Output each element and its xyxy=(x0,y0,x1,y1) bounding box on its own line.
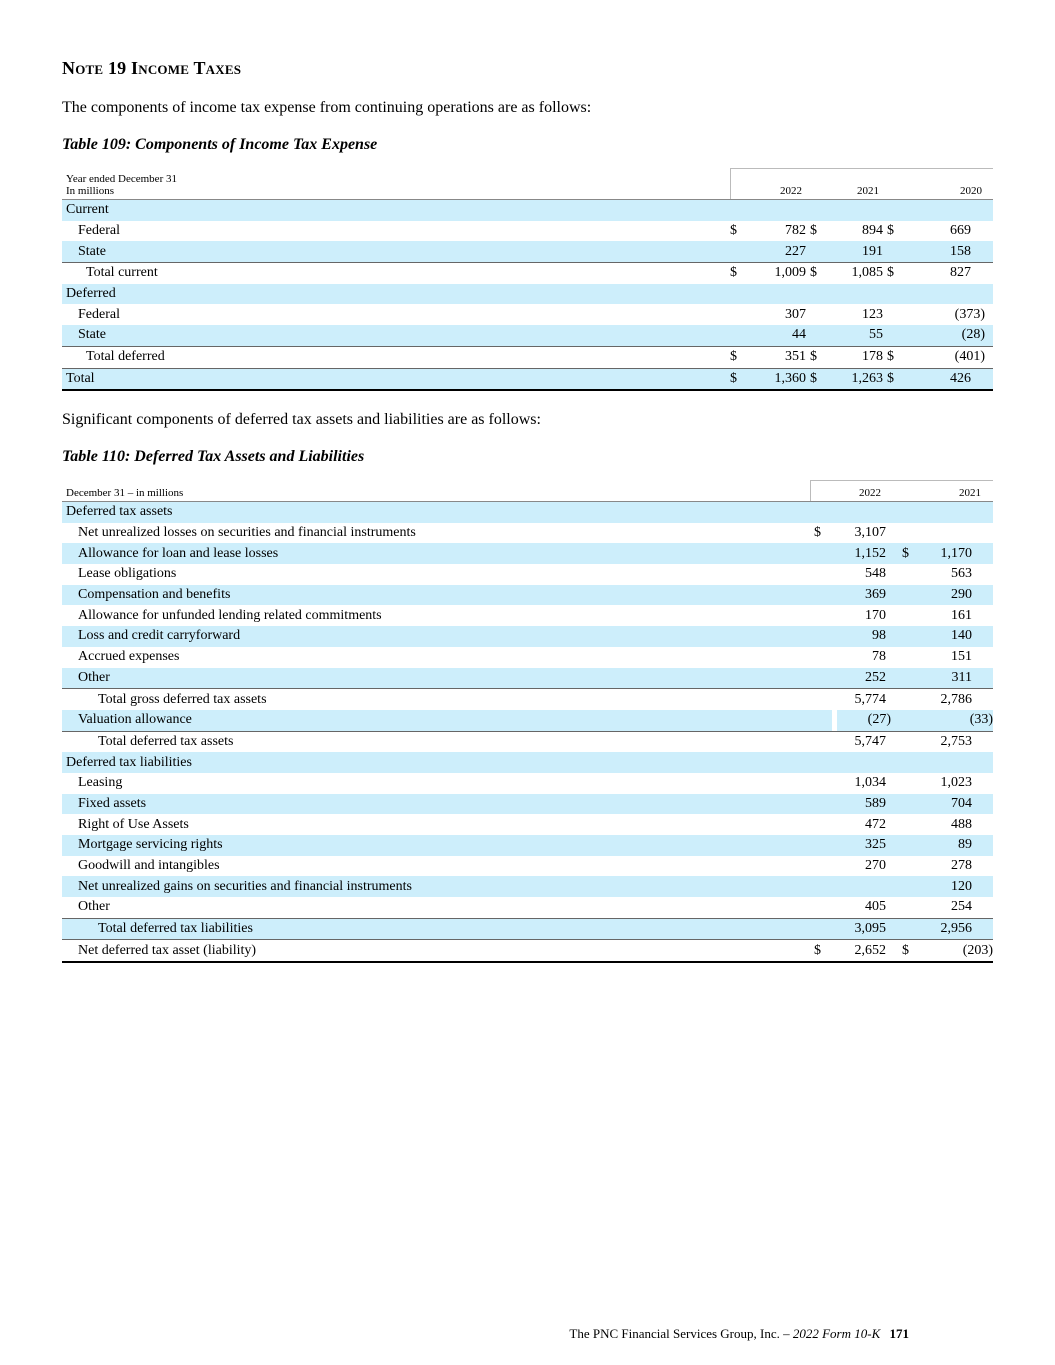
spacer xyxy=(730,325,748,346)
currency-sign: $ xyxy=(814,525,821,541)
spacer xyxy=(886,897,906,918)
spacer xyxy=(972,668,993,689)
table-row xyxy=(62,200,993,221)
table-header-row xyxy=(62,169,993,200)
cell-value: 44 xyxy=(748,325,806,346)
cell-value: 1,023 xyxy=(940,775,972,791)
currency-sign: $ xyxy=(730,368,748,390)
cell-value: 120 xyxy=(906,876,972,897)
spacer xyxy=(972,605,993,626)
cell-value: 1,360 xyxy=(748,368,806,390)
table-110-caption: Table 110: Deferred Tax Assets and Liabilities xyxy=(62,448,365,465)
currency-sign: $ xyxy=(806,346,824,368)
cell-value: 1,152 xyxy=(832,543,886,564)
row-label: Lease obligations xyxy=(78,566,177,582)
cell-value: (401) xyxy=(901,346,993,368)
spacer xyxy=(886,605,906,626)
cell-value: 307 xyxy=(785,306,806,322)
cell-value: (203) xyxy=(906,940,993,962)
row-label: Allowance for loan and lease losses xyxy=(62,543,810,564)
spacer xyxy=(810,897,832,918)
cell-value: 488 xyxy=(951,816,972,832)
spacer xyxy=(886,523,906,544)
spacer xyxy=(810,918,832,940)
row-label: State xyxy=(62,241,730,262)
table-row xyxy=(62,221,993,242)
cell-value: 178 xyxy=(824,346,883,368)
year-2020: 2020 xyxy=(883,169,993,200)
section-current: Current xyxy=(62,200,993,221)
table-110 xyxy=(62,480,993,963)
table-row xyxy=(62,368,993,390)
year-2021: 2021 xyxy=(806,169,883,200)
spacer xyxy=(810,605,832,626)
spacer xyxy=(810,564,832,585)
cell-value: 2,956 xyxy=(906,918,972,940)
spacer xyxy=(806,241,824,262)
spacer xyxy=(972,585,993,606)
spacer xyxy=(806,304,824,325)
currency-sign: $ xyxy=(730,263,748,284)
cell-value: 151 xyxy=(951,649,972,665)
table-row xyxy=(62,284,993,305)
spacer xyxy=(972,897,993,918)
spacer xyxy=(810,814,832,835)
section-deferred: Deferred xyxy=(62,284,993,305)
row-label: Federal xyxy=(78,223,120,239)
table-row xyxy=(62,773,993,794)
spacer xyxy=(810,689,832,710)
spacer xyxy=(972,626,993,647)
cell-value: (373) xyxy=(954,306,985,322)
intro-paragraph-1: The components of income tax expense from continuing operations are as follows: xyxy=(62,99,592,116)
cell-value: 1,034 xyxy=(854,775,886,791)
spacer xyxy=(886,626,906,647)
cell-value: 191 xyxy=(824,241,883,262)
row-label: Total deferred tax liabilities xyxy=(62,918,810,940)
currency-sign: $ xyxy=(886,940,906,962)
table-109-caption: Table 109: Components of Income Tax Expense xyxy=(62,136,378,153)
footer-company: The PNC Financial Services Group, Inc. – xyxy=(569,1326,790,1341)
cell-value: 158 xyxy=(901,241,971,262)
spacer xyxy=(883,304,901,325)
header-label: December 31 – in millions xyxy=(62,481,810,502)
cell-value: 123 xyxy=(862,306,883,322)
spacer xyxy=(810,668,832,689)
row-label: Mortgage servicing rights xyxy=(62,835,810,856)
spacer xyxy=(972,918,993,940)
spacer xyxy=(971,221,993,242)
table-row xyxy=(62,263,993,284)
spacer xyxy=(886,668,906,689)
cell-value: 140 xyxy=(906,626,972,647)
cell-value: (33) xyxy=(906,710,993,731)
spacer xyxy=(810,876,832,897)
spacer xyxy=(886,794,906,815)
page-footer xyxy=(569,1326,909,1342)
table-row xyxy=(62,876,993,897)
spacer xyxy=(810,856,832,877)
table-row xyxy=(62,241,993,262)
spacer xyxy=(883,241,901,262)
spacer xyxy=(886,689,906,710)
cell-value: 170 xyxy=(865,607,886,623)
cell-value: 669 xyxy=(950,223,971,239)
spacer xyxy=(810,647,832,668)
row-label: Total xyxy=(62,368,730,390)
cell-value: 227 xyxy=(748,241,806,262)
row-label: Fixed assets xyxy=(62,794,810,815)
table-row xyxy=(62,605,993,626)
table-row xyxy=(62,752,993,773)
spacer xyxy=(883,325,901,346)
cell-value: 98 xyxy=(832,626,886,647)
row-label: Total deferred tax assets xyxy=(62,731,810,752)
spacer xyxy=(972,523,993,544)
cell-value: 270 xyxy=(865,858,886,874)
table-row xyxy=(62,940,993,962)
year-2022: 2022 xyxy=(810,481,886,502)
cell-value: 290 xyxy=(906,585,972,606)
cell-value: 782 xyxy=(785,223,806,239)
row-label: Total gross deferred tax assets xyxy=(62,689,810,710)
row-label: Compensation and benefits xyxy=(62,585,810,606)
spacer xyxy=(972,689,993,710)
currency-sign: $ xyxy=(886,543,906,564)
cell-value: 405 xyxy=(865,899,886,915)
spacer xyxy=(810,835,832,856)
header-line-1: Year ended December 31 xyxy=(66,173,177,185)
table-row xyxy=(62,710,993,731)
cell-value: 78 xyxy=(872,649,886,665)
spacer xyxy=(971,241,993,262)
cell-value xyxy=(832,876,886,897)
spacer xyxy=(972,647,993,668)
table-109 xyxy=(62,168,993,391)
cell-value xyxy=(906,523,972,544)
currency-sign: $ xyxy=(883,368,901,390)
spacer xyxy=(972,543,993,564)
row-label: Right of Use Assets xyxy=(78,816,189,832)
spacer xyxy=(730,241,748,262)
spacer xyxy=(730,304,748,325)
cell-value: 894 xyxy=(862,223,883,239)
table-row xyxy=(62,325,993,346)
cell-value: 254 xyxy=(951,899,972,915)
footer-form: 2022 Form 10-K xyxy=(792,1326,881,1341)
spacer xyxy=(810,543,832,564)
cell-value: 563 xyxy=(951,566,972,582)
cell-value: 89 xyxy=(906,835,972,856)
cell-value: 3,107 xyxy=(854,525,886,541)
row-label: Valuation allowance xyxy=(62,710,810,731)
spacer xyxy=(972,773,993,794)
cell-value: 589 xyxy=(832,794,886,815)
table-row xyxy=(62,346,993,368)
cell-value: 3,095 xyxy=(832,918,886,940)
row-label: Allowance for unfunded lending related commitments xyxy=(78,607,382,623)
row-label: Federal xyxy=(78,306,120,322)
row-label: Accrued expenses xyxy=(78,649,180,665)
row-label: Goodwill and intangibles xyxy=(78,858,220,874)
table-row xyxy=(62,626,993,647)
spacer xyxy=(886,876,906,897)
table-row xyxy=(62,794,993,815)
cell-value: 351 xyxy=(748,346,806,368)
cell-value: (28) xyxy=(901,325,993,346)
cell-value: 1,263 xyxy=(824,368,883,390)
cell-value: 55 xyxy=(824,325,883,346)
spacer xyxy=(972,835,993,856)
spacer xyxy=(886,647,906,668)
page-number: 171 xyxy=(889,1326,909,1341)
cell-value: 2,786 xyxy=(906,689,972,710)
cell-value: 1,009 xyxy=(748,263,806,284)
cell-value: 278 xyxy=(951,858,972,874)
section-heading: Deferred tax liabilities xyxy=(62,752,993,773)
currency-sign: $ xyxy=(806,368,824,390)
spacer xyxy=(810,794,832,815)
cell-value: 472 xyxy=(865,816,886,832)
row-label: Other xyxy=(62,668,810,689)
row-label: Loss and credit carryforward xyxy=(62,626,810,647)
spacer xyxy=(810,710,832,731)
spacer xyxy=(972,876,993,897)
year-2021: 2021 xyxy=(886,481,993,502)
currency-sign: $ xyxy=(730,346,748,368)
spacer xyxy=(972,731,993,752)
table-header-row xyxy=(62,481,993,502)
cell-value: 1,085 xyxy=(824,263,883,284)
cell-value: (27) xyxy=(837,710,891,731)
table-row xyxy=(62,814,993,835)
spacer xyxy=(886,731,906,752)
currency-sign: $ xyxy=(730,223,737,239)
cell-value: 161 xyxy=(951,607,972,623)
table-row xyxy=(62,668,993,689)
spacer xyxy=(810,731,832,752)
cell-value: 325 xyxy=(832,835,886,856)
header-label xyxy=(62,169,730,200)
cell-value: 369 xyxy=(832,585,886,606)
table-row xyxy=(62,304,993,325)
cell-value: 2,652 xyxy=(832,940,886,962)
table-row xyxy=(62,835,993,856)
table-row xyxy=(62,856,993,877)
table-row xyxy=(62,731,993,752)
table-row xyxy=(62,897,993,918)
cell-value: 252 xyxy=(832,668,886,689)
cell-value: 1,170 xyxy=(906,543,972,564)
section-heading: Deferred tax assets xyxy=(62,502,993,523)
table-row xyxy=(62,502,993,523)
row-label: Total deferred xyxy=(62,346,730,368)
spacer xyxy=(886,835,906,856)
spacer xyxy=(886,918,906,940)
currency-sign: $ xyxy=(883,346,901,368)
currency-sign: $ xyxy=(806,263,824,284)
cell-value: 311 xyxy=(906,668,972,689)
currency-sign: $ xyxy=(810,940,832,962)
spacer xyxy=(886,773,906,794)
cell-value: 5,774 xyxy=(832,689,886,710)
cell-value: 704 xyxy=(906,794,972,815)
cell-value: 827 xyxy=(901,263,971,284)
row-label: Net unrealized losses on securities and financial instruments xyxy=(78,525,416,541)
year-2022: 2022 xyxy=(730,169,806,200)
cell-value: 2,753 xyxy=(906,731,972,752)
table-row xyxy=(62,543,993,564)
spacer xyxy=(810,585,832,606)
spacer xyxy=(810,773,832,794)
row-label: Leasing xyxy=(78,775,123,791)
row-label: Total current xyxy=(62,263,730,284)
currency-sign: $ xyxy=(810,223,817,239)
cell-value: 5,747 xyxy=(832,731,886,752)
note-title: Note 19 Income Taxes xyxy=(62,58,242,78)
spacer xyxy=(810,626,832,647)
cell-value: 426 xyxy=(901,368,971,390)
intro-paragraph-2: Significant components of deferred tax assets and liabilities are as follows: xyxy=(62,411,541,428)
table-110-body xyxy=(62,502,993,963)
table-row xyxy=(62,689,993,710)
spacer xyxy=(971,263,993,284)
spacer xyxy=(972,814,993,835)
currency-sign: $ xyxy=(887,223,894,239)
cell-value: 548 xyxy=(865,566,886,582)
table-row xyxy=(62,564,993,585)
currency-sign: $ xyxy=(883,263,901,284)
table-row xyxy=(62,585,993,606)
row-label: State xyxy=(62,325,730,346)
spacer xyxy=(971,368,993,390)
spacer xyxy=(972,856,993,877)
header-line-2: In millions xyxy=(66,185,114,197)
spacer xyxy=(972,794,993,815)
spacer xyxy=(886,585,906,606)
row-label: Other xyxy=(78,899,110,915)
table-row xyxy=(62,647,993,668)
spacer xyxy=(972,564,993,585)
row-label: Net deferred tax asset (liability) xyxy=(62,940,810,962)
table-row xyxy=(62,918,993,940)
table-row xyxy=(62,523,993,544)
spacer xyxy=(886,564,906,585)
spacer xyxy=(806,325,824,346)
spacer xyxy=(886,856,906,877)
spacer xyxy=(886,814,906,835)
row-label: Net unrealized gains on securities and financial instruments xyxy=(62,876,810,897)
